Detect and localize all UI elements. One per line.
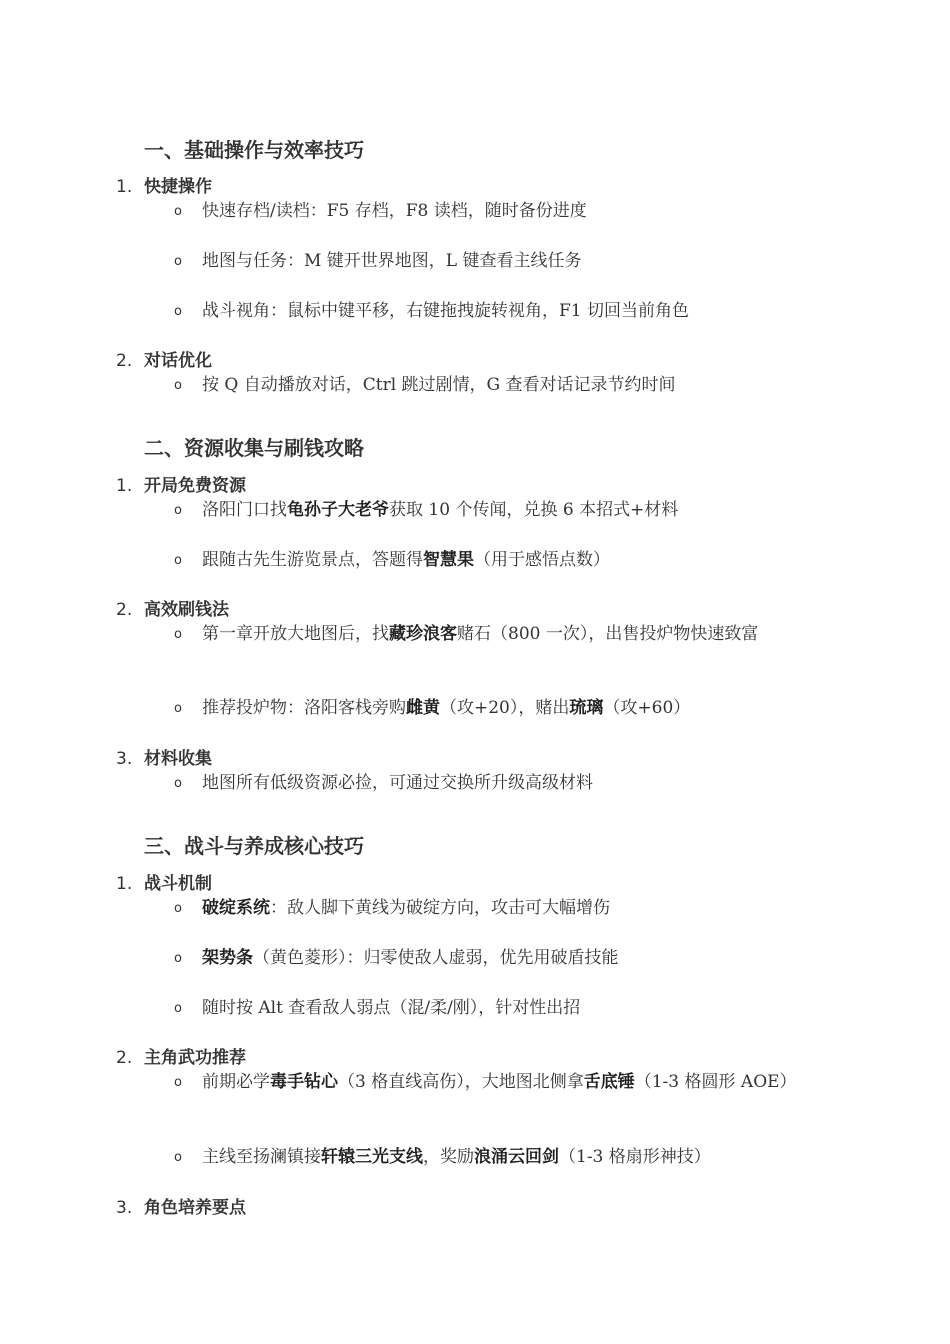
- list-number: 1.: [116, 874, 133, 894]
- text-run: 获取 10 个传闻，兑换 6 本招式+材料: [389, 500, 679, 520]
- bullet-marker: o: [174, 627, 182, 642]
- bold-term: 舌底锤: [583, 1072, 635, 1092]
- bullet-marker: o: [174, 1075, 182, 1090]
- text-run: 洛阳门口找: [202, 500, 287, 520]
- bullet-text: [202, 373, 812, 397]
- list-item-title: 战斗机制: [144, 874, 212, 894]
- text-run: （攻+60）: [603, 698, 691, 718]
- bullet-text: [202, 249, 812, 273]
- list-number: 3.: [116, 749, 133, 769]
- list-item-title: 开局免费资源: [144, 476, 246, 496]
- text-run: 随时按 Alt 查看敌人弱点（混/柔/刚），针对性出招: [202, 998, 581, 1018]
- bold-term: 藏珍浪客: [389, 624, 457, 644]
- text-run: 按 Q 自动播放对话，Ctrl 跳过剧情，G 查看对话记录节约时间: [202, 375, 676, 395]
- list-item-title: 主角武功推荐: [144, 1048, 246, 1068]
- bullet-marker: o: [174, 503, 182, 518]
- text-run: 赌石（800 一次），出售投炉物快速致富: [457, 624, 759, 644]
- list-number: 2.: [116, 351, 133, 371]
- text-run: 推荐投炉物：洛阳客栈旁购: [202, 698, 406, 718]
- text-run: （1-3 格扇形神技）: [559, 1147, 711, 1167]
- bullet-marker: o: [174, 951, 182, 966]
- list-number: 1.: [116, 177, 133, 197]
- bullet-marker: o: [174, 304, 182, 319]
- list-number: 3.: [116, 1198, 133, 1218]
- bold-term: 破绽系统: [202, 898, 270, 918]
- text-run: 快速存档/读档：F5 存档，F8 读档，随时备份进度: [202, 201, 587, 221]
- text-run: ，奖励: [423, 1147, 474, 1167]
- text-run: （用于感悟点数）: [474, 550, 610, 570]
- bullet-text: [202, 498, 812, 522]
- text-run: 前期必学: [202, 1072, 270, 1092]
- text-run: 第一章开放大地图后，找: [202, 624, 389, 644]
- section-heading: 二、资源收集与刷钱攻略: [144, 436, 364, 460]
- bold-term: 雌黄: [406, 698, 440, 718]
- list-number: 2.: [116, 1048, 133, 1068]
- bullet-text: [202, 996, 812, 1020]
- bullet-text: [202, 548, 812, 572]
- section-heading: 三、战斗与养成核心技巧: [144, 834, 364, 858]
- bullet-text: [202, 199, 812, 223]
- bold-term: 轩辕三光支线: [321, 1147, 423, 1167]
- bullet-marker: o: [174, 701, 182, 716]
- section-heading: 一、基础操作与效率技巧: [144, 138, 364, 162]
- text-run: （1-3 格圆形 AOE）: [634, 1072, 797, 1092]
- text-run: 跟随古先生游览景点，答题得: [202, 550, 423, 570]
- text-run: （攻+20），赌出: [440, 698, 570, 718]
- bullet-text: [202, 299, 812, 323]
- bullet-marker: o: [174, 1001, 182, 1016]
- bold-term: 架势条: [202, 948, 253, 968]
- list-item-title: 角色培养要点: [144, 1198, 246, 1218]
- list-number: 2.: [116, 600, 133, 620]
- bullet-text: [202, 896, 812, 920]
- list-item-title: 对话优化: [144, 351, 212, 371]
- bullet-marker: o: [174, 204, 182, 219]
- bullet-text: [202, 696, 812, 720]
- bullet-marker: o: [174, 553, 182, 568]
- bold-term: 智慧果: [423, 550, 474, 570]
- text-run: （黄色菱形）：归零使敌人虚弱，优先用破盾技能: [253, 948, 619, 968]
- bullet-marker: o: [174, 254, 182, 269]
- bold-term: 浪涌云回剑: [474, 1147, 559, 1167]
- bullet-text: [202, 1145, 812, 1169]
- list-item-title: 高效刷钱法: [144, 600, 229, 620]
- bullet-marker: o: [174, 1150, 182, 1165]
- bullet-marker: o: [174, 901, 182, 916]
- text-run: （3 格直线高伤），大地图北侧拿: [338, 1072, 584, 1092]
- bullet-text: [202, 771, 812, 795]
- bullet-marker: o: [174, 776, 182, 791]
- bullet-marker: o: [174, 378, 182, 393]
- bold-term: 琉璃: [569, 698, 604, 718]
- text-run: 地图所有低级资源必捡，可通过交换所升级高级材料: [202, 773, 593, 793]
- bold-term: 龟孙子大老爷: [287, 500, 389, 520]
- text-run: ：敌人脚下黄线为破绽方向，攻击可大幅增伤: [270, 898, 610, 918]
- text-run: 战斗视角：鼠标中键平移，右键拖拽旋转视角，F1 切回当前角色: [202, 301, 690, 321]
- text-run: 地图与任务：M 键开世界地图，L 键查看主线任务: [202, 251, 582, 271]
- list-item-title: 材料收集: [144, 749, 212, 769]
- list-item-title: 快捷操作: [144, 177, 212, 197]
- bold-term: 毒手钻心: [270, 1072, 338, 1092]
- list-number: 1.: [116, 476, 133, 496]
- bullet-text: [202, 622, 798, 646]
- bullet-text: [202, 946, 812, 970]
- bullet-text: [202, 1070, 812, 1094]
- text-run: 主线至扬澜镇接: [202, 1147, 321, 1167]
